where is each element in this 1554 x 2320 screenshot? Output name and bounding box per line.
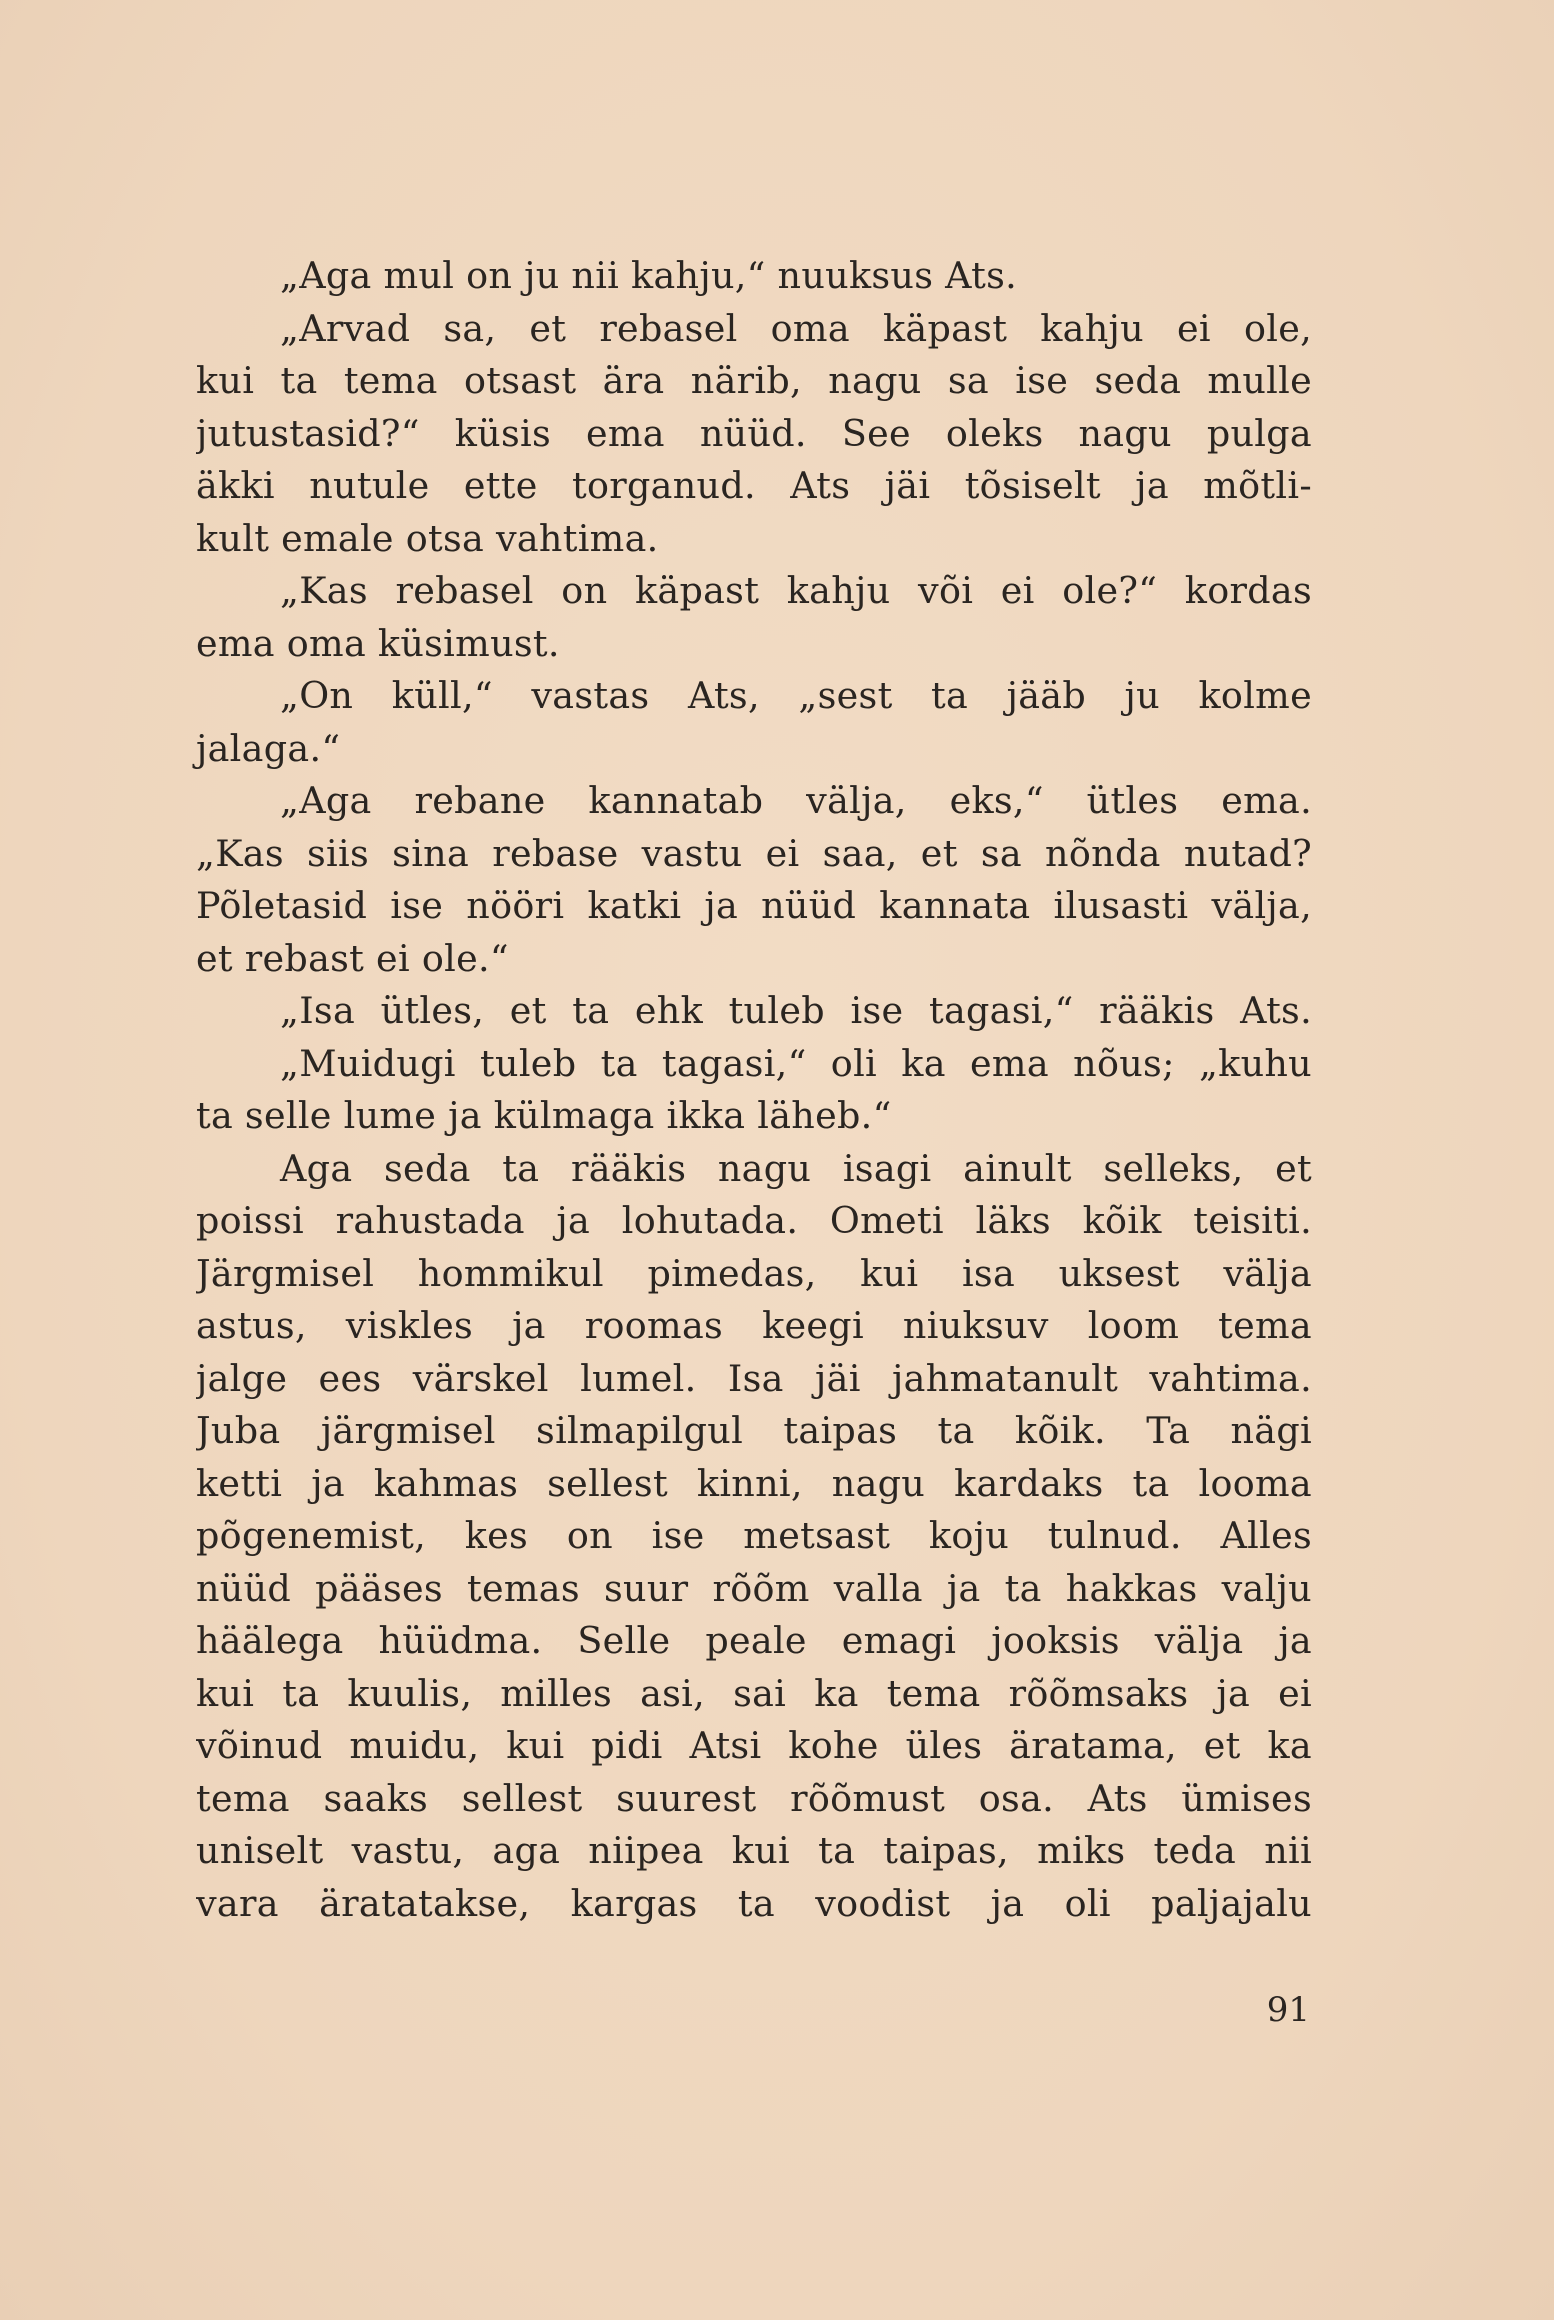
text-line: kui ta tema otsast ära närib, nagu sa ise seda mulle (196, 359, 1312, 402)
text-line: ta selle lume ja külmaga ikka läheb.“ (196, 1094, 892, 1137)
text-line: tema saaks sellest suurest rõõmust osa. Ats ümises (196, 1776, 1312, 1820)
text-line: kult emale otsa vahtima. (196, 516, 659, 560)
text-line: ketti ja kahmas sellest kinni, nagu kardaks ta looma (196, 1461, 1312, 1505)
text-line: „Muidugi tuleb ta tagasi,“ oli ka ema nõus; „kuhu (280, 1041, 1312, 1085)
text-line: Juba järgmisel silmapilgul taipas ta kõik. Ta nägi (196, 1409, 1312, 1452)
text-line: jalge ees värskel lumel. Isa jäi jahmatanult vahtima. (196, 1356, 1312, 1400)
text-line: äkki nutule ette torganud. Ats jäi tõsiselt ja mõtli- (196, 464, 1312, 507)
text-line: Aga seda ta rääkis nagu isagi ainult selleks, et (280, 1146, 1312, 1190)
text-line: jutustasid?“ küsis ema nüüd. See oleks nagu pulga (196, 411, 1312, 455)
text-line: „Aga rebane kannatab välja, eks,“ ütles ema. (280, 779, 1312, 822)
page-number: 91 (1266, 1990, 1310, 2030)
text-line: Põletasid ise nööri katki ja nüüd kannata ilusasti välja, (196, 884, 1312, 927)
text-line: võinud muidu, kui pidi Atsi kohe üles äratama, et ka (196, 1724, 1312, 1767)
text-line: Järgmisel hommikul pimedas, kui isa uksest välja (196, 1251, 1312, 1295)
text-line: „Kas rebasel on käpast kahju või ei ole?“ kordas (280, 569, 1312, 612)
text-line: poissi rahustada ja lohutada. Ometi läks kõik teisiti. (196, 1199, 1312, 1242)
text-line: „Isa ütles, et ta ehk tuleb ise tagasi,“ rääkis Ats. (280, 989, 1312, 1032)
text-line: ema oma küsimust. (196, 621, 560, 665)
text-line: et rebast ei ole.“ (196, 936, 509, 980)
text-line: „On küll,“ vastas Ats, „sest ta jääb ju kolme (280, 674, 1312, 717)
text-line: vara äratatakse, kargas ta voodist ja oli paljajalu (196, 1881, 1312, 1925)
text-line: põgenemist, kes on ise metsast koju tulnud. Alles (196, 1514, 1312, 1557)
text-line: kui ta kuulis, milles asi, sai ka tema rõõmsaks ja ei (196, 1671, 1312, 1715)
text-line: „Aga mul on ju nii kahju,“ nuuksus Ats. (280, 254, 1018, 297)
text-line: uniselt vastu, aga niipea kui ta taipas, miks teda nii (196, 1829, 1312, 1872)
text-line: „Arvad sa, et rebasel oma käpast kahju ei ole, (280, 306, 1312, 350)
text-line: nüüd pääses temas suur rõõm valla ja ta hakkas valju (196, 1566, 1312, 1610)
text-line: „Kas siis sina rebase vastu ei saa, et sa nõnda nutad? (196, 831, 1312, 875)
text-line: jalaga.“ (196, 726, 341, 770)
body-text (196, 250, 1312, 1930)
text-line: astus, viskles ja roomas keegi niuksuv loom tema (196, 1304, 1312, 1347)
text-line: häälega hüüdma. Selle peale emagi jooksis välja ja (196, 1619, 1312, 1662)
